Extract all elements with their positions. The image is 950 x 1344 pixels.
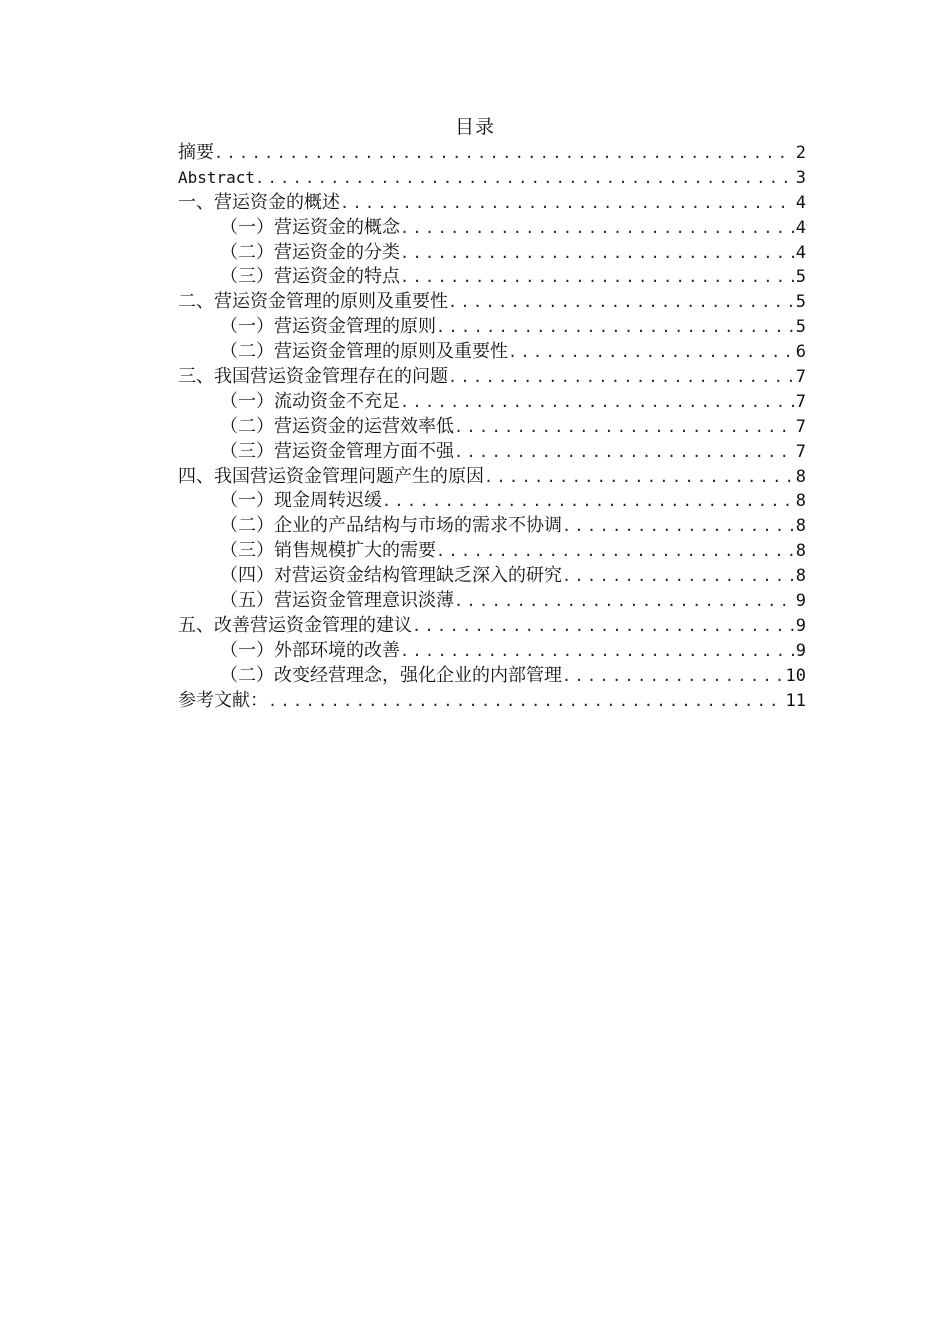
toc-subentry[interactable]	[178, 340, 806, 365]
toc-leader-dots	[448, 365, 794, 390]
toc-entry-page: 5	[795, 267, 806, 288]
toc-title: 目录	[454, 116, 495, 138]
toc-leader-dots	[400, 390, 794, 415]
toc-entry-label: （四）对营运资金结构管理缺乏深入的研究	[220, 565, 562, 587]
toc-entry-label: 一、营运资金的概述	[178, 191, 340, 213]
toc-subentry[interactable]	[178, 489, 806, 514]
toc-leader-dots	[436, 539, 794, 564]
table-of-contents	[178, 141, 806, 713]
toc-entry-label: 三、我国营运资金管理存在的问题	[178, 366, 448, 388]
toc-leader-dots	[508, 340, 794, 365]
toc-entry-page: 8	[795, 466, 806, 487]
toc-subentry[interactable]	[178, 564, 806, 589]
toc-leader-dots	[255, 166, 794, 191]
toc-entry[interactable]	[178, 365, 806, 390]
toc-entry-page: 11	[785, 690, 806, 711]
toc-entry-page: 9	[795, 591, 806, 612]
toc-entry-page: 8	[795, 566, 806, 587]
toc-leader-dots	[454, 415, 794, 440]
toc-entry-label: （二）企业的产品结构与市场的需求不协调	[220, 515, 562, 537]
toc-entry-page: 7	[795, 441, 806, 462]
toc-entry-label: 四、我国营运资金管理问题产生的原因	[178, 465, 484, 487]
toc-entry-page: 6	[795, 342, 806, 363]
toc-entry-page: 8	[795, 516, 806, 537]
toc-leader-dots	[562, 514, 794, 539]
toc-subentry[interactable]	[178, 539, 806, 564]
toc-entry-page: 4	[795, 242, 806, 263]
toc-entry-page: 5	[795, 317, 806, 338]
toc-leader-dots	[268, 689, 784, 714]
toc-leader-dots	[400, 216, 794, 241]
toc-subentry[interactable]	[178, 589, 806, 614]
toc-entry[interactable]	[178, 465, 806, 490]
toc-entry-label: 摘要	[178, 142, 214, 163]
toc-entry[interactable]	[178, 141, 806, 166]
toc-subentry[interactable]	[178, 315, 806, 340]
toc-entry-label: 五、改善营运资金管理的建议	[178, 614, 412, 636]
toc-subentry[interactable]	[178, 664, 806, 689]
toc-entry-label: （二）营运资金管理的原则及重要性	[220, 341, 508, 363]
toc-entry[interactable]	[178, 166, 806, 191]
toc-subentry[interactable]	[178, 415, 806, 440]
toc-leader-dots	[340, 191, 794, 216]
toc-leader-dots	[562, 564, 794, 589]
toc-leader-dots	[448, 290, 794, 315]
toc-leader-dots	[412, 614, 794, 639]
toc-subentry[interactable]	[178, 265, 806, 290]
toc-entry-label: Abstract	[178, 167, 256, 187]
toc-entry-page: 10	[785, 665, 806, 686]
toc-entry[interactable]	[178, 614, 806, 639]
toc-entry-page: 7	[795, 391, 806, 412]
toc-subentry[interactable]	[178, 514, 806, 539]
toc-entry-label: （三）营运资金的特点	[220, 266, 400, 288]
toc-subentry[interactable]	[178, 639, 806, 664]
toc-entry[interactable]	[178, 290, 806, 315]
toc-subentry[interactable]	[178, 216, 806, 241]
toc-leader-dots	[214, 141, 794, 166]
toc-entry-label: 参考文献：	[178, 689, 268, 711]
toc-entry[interactable]	[178, 689, 806, 714]
toc-entry-page: 9	[795, 640, 806, 661]
toc-entry[interactable]	[178, 191, 806, 216]
toc-subentry[interactable]	[178, 390, 806, 415]
toc-leader-dots	[382, 489, 794, 514]
toc-entry-page: 7	[795, 416, 806, 437]
toc-leader-dots	[454, 440, 794, 465]
toc-leader-dots	[400, 241, 794, 266]
toc-entry-label: （一）营运资金的概念	[220, 216, 400, 238]
toc-entry-page: 5	[795, 292, 806, 313]
toc-entry-page: 4	[795, 217, 806, 238]
toc-leader-dots	[400, 639, 794, 664]
toc-leader-dots	[436, 315, 794, 340]
toc-leader-dots	[400, 265, 794, 290]
toc-entry-label: （二）营运资金的运营效率低	[220, 415, 454, 437]
toc-entry-page: 3	[795, 167, 806, 188]
toc-entry-label: （三）销售规模扩大的需要	[220, 540, 436, 562]
toc-entry-label: 二、营运资金管理的原则及重要性	[178, 291, 448, 313]
toc-entry-page: 4	[795, 192, 806, 213]
toc-entry-label: （一）营运资金管理的原则	[220, 316, 436, 338]
toc-entry-label: （二）改变经营理念，强化企业的内部管理	[220, 664, 562, 686]
toc-entry-page: 8	[795, 541, 806, 562]
toc-entry-label: （一）外部环境的改善	[220, 639, 400, 661]
toc-leader-dots	[454, 589, 794, 614]
toc-entry-page: 8	[795, 491, 806, 512]
toc-subentry[interactable]	[178, 241, 806, 266]
toc-leader-dots	[484, 465, 794, 490]
toc-entry-label: （三）营运资金管理方面不强	[220, 440, 454, 462]
toc-entry-label: （二）营运资金的分类	[220, 241, 400, 263]
toc-subentry[interactable]	[178, 440, 806, 465]
toc-leader-dots	[562, 664, 784, 689]
toc-entry-page: 9	[795, 615, 806, 636]
toc-entry-label: （五）营运资金管理意识淡薄	[220, 590, 454, 612]
toc-entry-page: 2	[795, 143, 806, 163]
toc-entry-page: 7	[795, 367, 806, 388]
toc-entry-label: （一）流动资金不充足	[220, 390, 400, 412]
toc-entry-label: （一）现金周转迟缓	[220, 490, 382, 512]
